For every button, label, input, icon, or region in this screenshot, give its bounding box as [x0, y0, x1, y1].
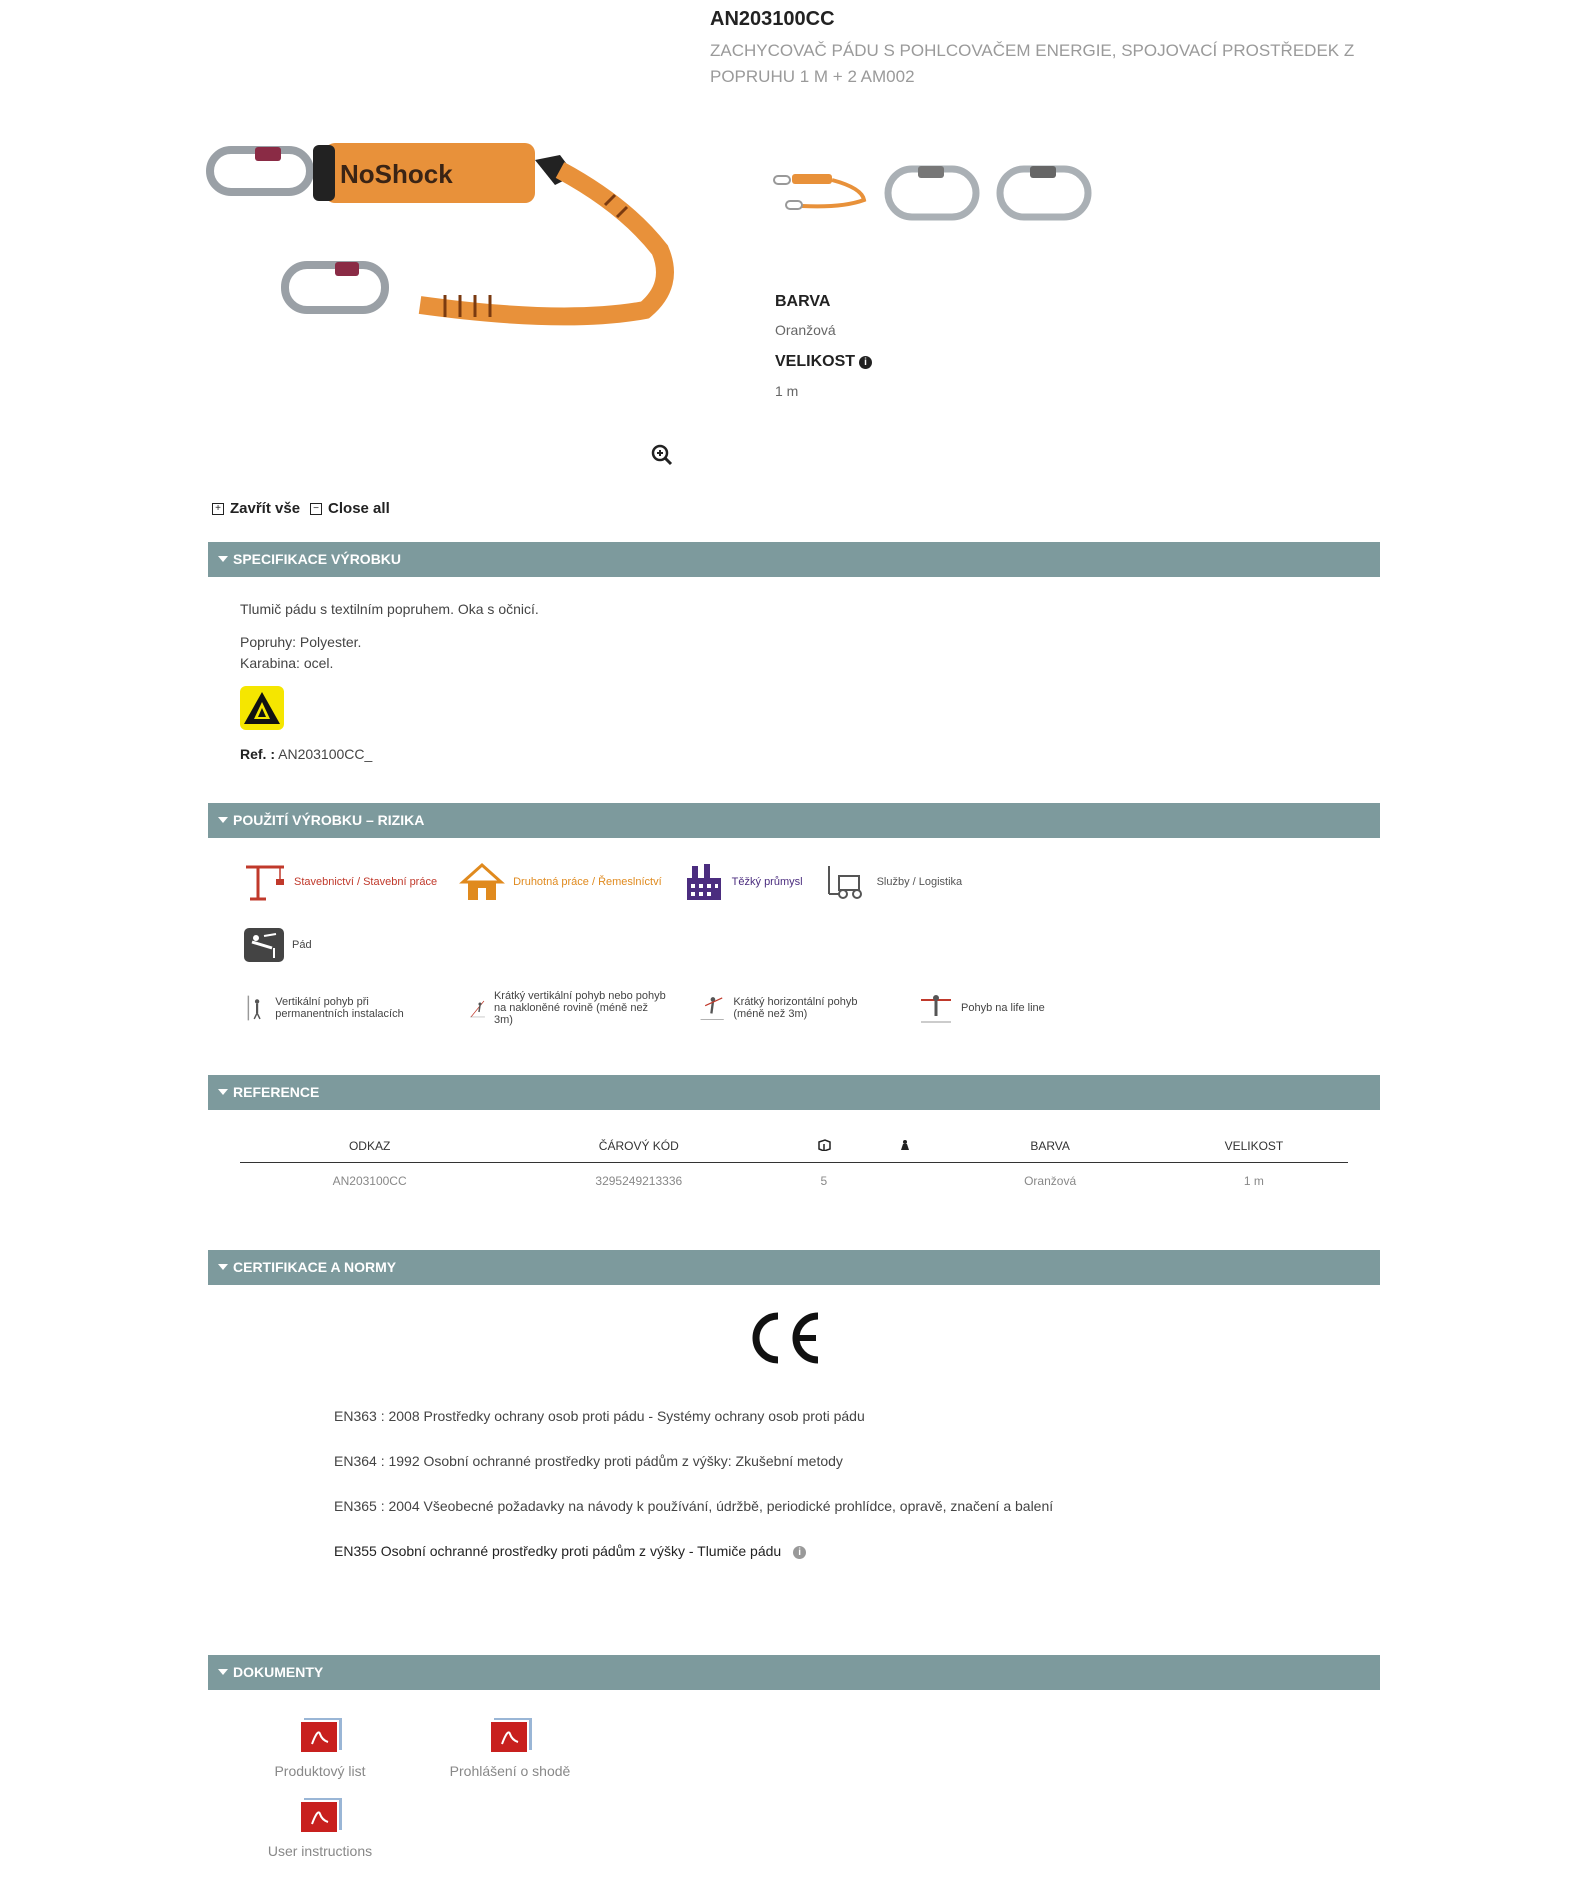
documents-list — [245, 1718, 585, 1779]
sector-logistics: Služby / Logistika — [825, 862, 963, 902]
col-barcode: ČÁROVÝ KÓD — [499, 1130, 778, 1163]
cell-size: 1 m — [1243, 1174, 1264, 1188]
plus-box-icon: + — [212, 503, 224, 515]
fall-icon — [244, 928, 284, 962]
product-subtitle: ZACHYCOVAČ PÁDU S POHLCOVAČEM ENERGIE, SPOJOVACÍ PROSTŘEDEK Z POPRUHU 1 M + 2 AM002 — [710, 41, 1355, 86]
size-label-row — [775, 353, 872, 371]
minus-box-icon: − — [310, 503, 322, 515]
cell-package: 5 — [820, 1174, 828, 1188]
incline-movement-icon — [469, 988, 486, 1028]
cell-barcode: 3295249213336 — [595, 1174, 683, 1188]
section-header-documents[interactable]: DOKUMENTY — [208, 1655, 1380, 1690]
weight-icon — [899, 1139, 911, 1151]
section-header-reference[interactable]: REFERENCE — [208, 1075, 1380, 1110]
cell-weight — [869, 1163, 940, 1200]
cell-color: Oranžová — [1024, 1174, 1077, 1188]
color-label: BARVA — [775, 293, 831, 310]
norm-en363: EN363 : 2008 Prostředky ochrany osob proti pádu - Systémy ochrany osob proti pádu — [334, 1408, 865, 1424]
reference-table — [240, 1130, 1348, 1199]
size-value: 1 m — [775, 383, 799, 399]
thumbnail-carabiner-2[interactable] — [994, 160, 1094, 225]
usage-sectors — [240, 862, 962, 902]
caret-down-icon — [218, 817, 228, 823]
noshock-logo-text: NoShock — [340, 159, 453, 189]
norm-en365: EN365 : 2004 Všeobecné požadavky na návody k používání, údržbě, periodické prohlídce, opravě, značení a balení — [334, 1498, 1054, 1514]
pdf-icon — [298, 1798, 342, 1834]
vertical-movement-icon — [244, 989, 267, 1027]
col-reference: ODKAZ — [240, 1130, 499, 1163]
col-package — [778, 1130, 869, 1163]
col-weight — [869, 1130, 940, 1163]
documents-list-row-2 — [245, 1798, 395, 1859]
usage-movements — [244, 988, 1089, 1028]
movement-lifeline: Pohyb na life line — [919, 988, 1089, 1028]
box-icon — [817, 1139, 831, 1151]
product-main-image[interactable] — [205, 125, 685, 355]
norm-en355: EN355 Osobní ochranné prostředky proti pádům z výšky - Tlumiče pádu — [334, 1543, 782, 1559]
size-label: VELIKOST — [775, 353, 856, 370]
movement-short-horizontal: Krátký horizontální pohyb (méně než 3m) — [699, 988, 889, 1028]
thumbnail-lanyard[interactable] — [770, 160, 870, 225]
horizontal-movement-icon — [699, 989, 725, 1027]
crane-icon — [240, 863, 286, 901]
section-header-spec[interactable]: SPECIFIKACE VÝROBKU — [208, 542, 1380, 577]
table-header-row — [240, 1130, 1348, 1163]
movement-vertical-permanent: Vertikální pohyb při permanentních instalacích — [244, 988, 439, 1028]
sector-construction: Stavebnictví / Stavební práce — [240, 862, 437, 902]
norm-en355-row — [334, 1543, 806, 1559]
ce-mark-icon — [748, 1310, 822, 1366]
product-code: AN203100CC — [710, 8, 835, 30]
color-value: Oranžová — [775, 322, 836, 338]
caret-down-icon — [218, 1089, 228, 1095]
table-row — [240, 1163, 1348, 1200]
spec-reference: Ref. : AN203100CC_ — [240, 746, 373, 762]
spec-line-3: Karabina: ocel. — [240, 655, 334, 671]
movement-short-vertical: Krátký vertikální pohyb nebo pohyb na nakloněné rovině (méně než 3m) — [469, 988, 669, 1028]
factory-icon — [684, 862, 724, 902]
zoom-icon[interactable] — [650, 443, 674, 467]
info-icon[interactable]: i — [859, 356, 872, 369]
caret-down-icon — [218, 1264, 228, 1270]
caret-down-icon — [218, 1669, 228, 1675]
pdf-icon — [298, 1718, 342, 1754]
col-color: BARVA — [940, 1130, 1160, 1163]
sector-heavy-industry: Těžký průmysl — [684, 862, 803, 902]
norm-en364: EN364 : 1992 Osobní ochranné prostředky proti pádům z výšky: Zkušební metody — [334, 1453, 843, 1469]
pdf-icon — [488, 1718, 532, 1754]
spec-line-2: Popruhy: Polyester. — [240, 634, 362, 650]
thumbnail-carabiner-1[interactable] — [882, 160, 982, 225]
close-all-button[interactable]: − Close all — [310, 500, 390, 517]
spec-line-1: Tlumič pádu s textilním popruhem. Oka s očnicí. — [240, 601, 539, 617]
col-size: VELIKOST — [1160, 1130, 1348, 1163]
document-product-sheet[interactable]: Produktový list — [245, 1718, 395, 1779]
document-declaration-of-conformity[interactable]: Prohlášení o shodě — [435, 1718, 585, 1779]
section-header-certification[interactable]: CERTIFIKACE A NORMY — [208, 1250, 1380, 1285]
info-icon[interactable]: i — [793, 1546, 806, 1559]
forklift-icon — [825, 864, 869, 900]
document-user-instructions[interactable]: User instructions — [245, 1798, 395, 1859]
cell-reference: AN203100CC — [332, 1174, 407, 1188]
sector-craft: Druhotná práce / Řemeslníctví — [459, 862, 662, 902]
lifeline-icon — [919, 990, 953, 1026]
caret-down-icon — [218, 556, 228, 562]
thumbnail-gallery — [770, 160, 1094, 225]
house-icon — [459, 862, 505, 902]
section-header-usage[interactable]: POUŽITÍ VÝROBKU – RIZIKA — [208, 803, 1380, 838]
expand-all-button[interactable]: + Zavřít vše — [212, 500, 300, 517]
deltaplus-logo — [240, 686, 284, 730]
accordion-controls — [212, 500, 390, 517]
risk-fall: Pád — [244, 928, 312, 962]
